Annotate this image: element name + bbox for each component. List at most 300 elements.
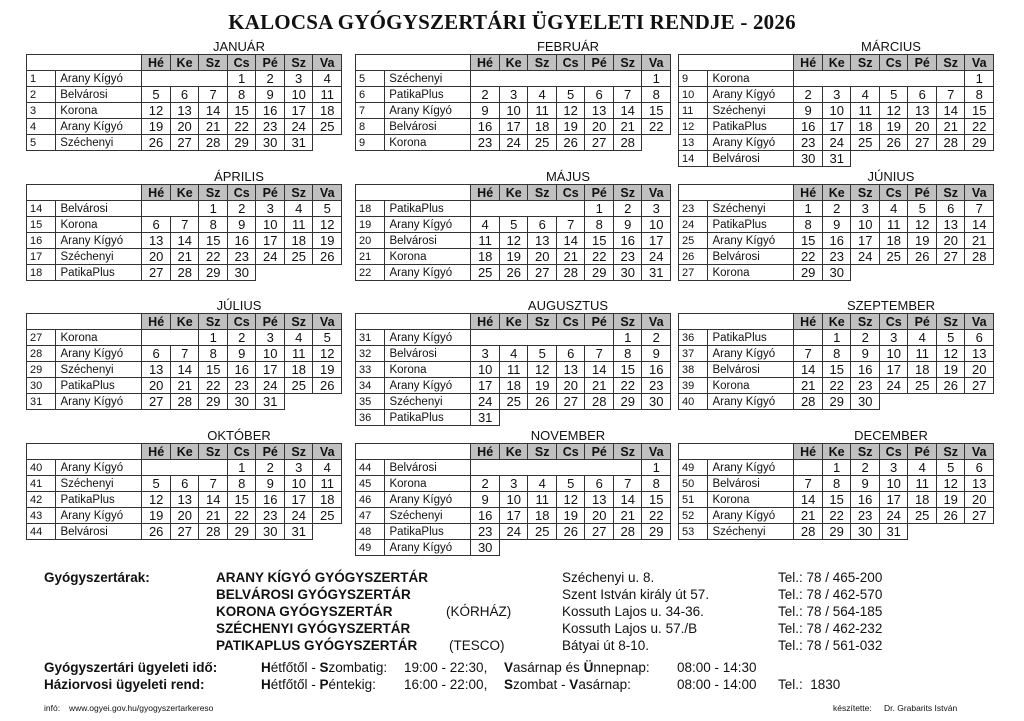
- day-cell: 7: [199, 87, 228, 103]
- week-number: 14: [27, 201, 56, 217]
- empty-day-cell: [499, 410, 528, 426]
- week-number: 23: [679, 201, 708, 217]
- day-cell: 4: [499, 346, 528, 362]
- day-cell: 2: [851, 330, 879, 346]
- day-cell: 19: [313, 362, 342, 378]
- day-cell: 13: [170, 103, 199, 119]
- empty-day-cell: [528, 330, 556, 346]
- info-url[interactable]: www.ogyei.gov.hu/gyogyszertarkereso: [69, 703, 214, 713]
- day-cell: 24: [256, 378, 285, 394]
- week-number: 40: [679, 394, 708, 410]
- day-cell: 20: [908, 119, 937, 135]
- day-cell: 18: [908, 362, 937, 378]
- weekday-header: Pé: [585, 55, 614, 71]
- day-cell: 25: [313, 119, 342, 135]
- table-row: [679, 233, 994, 249]
- weekday-header: Sz: [936, 314, 964, 330]
- day-cell: 31: [879, 524, 908, 540]
- day-cell: 27: [170, 524, 199, 540]
- day-cell: 23: [227, 249, 256, 265]
- weekday-header: Ke: [499, 314, 528, 330]
- week-number: 31: [27, 394, 56, 410]
- gp-duty-label: Háziorvosi ügyeleti rend:: [44, 677, 205, 692]
- pharmacy-on-duty: Belvárosi: [385, 346, 471, 362]
- table-row: [679, 346, 994, 362]
- month-calendar: [678, 40, 994, 167]
- weekday-header: Ke: [822, 185, 851, 201]
- day-cell: 9: [642, 346, 671, 362]
- pharmacy-on-duty: Arany Kígyó: [56, 460, 142, 476]
- weekday-header: Sz: [936, 185, 964, 201]
- day-cell: 15: [227, 492, 256, 508]
- day-cell: 16: [613, 233, 641, 249]
- day-cell: 31: [822, 151, 851, 167]
- weekday-header: Va: [965, 444, 994, 460]
- day-cell: 29: [199, 394, 227, 410]
- day-cell: 16: [822, 233, 851, 249]
- day-cell: 24: [256, 249, 285, 265]
- day-cell: 15: [613, 362, 641, 378]
- day-cell: 13: [585, 103, 614, 119]
- header-blank: [356, 185, 471, 201]
- gp-weekday-a: H: [261, 677, 271, 692]
- day-cell: 14: [556, 233, 585, 249]
- week-number: 43: [27, 508, 56, 524]
- day-cell: 19: [499, 249, 528, 265]
- week-number: 27: [679, 265, 708, 281]
- pharmacy-on-duty: Széchenyi: [708, 201, 794, 217]
- empty-day-cell: [965, 151, 994, 167]
- day-cell: 12: [528, 362, 556, 378]
- day-cell: 27: [142, 265, 171, 281]
- day-cell: 3: [284, 71, 313, 87]
- day-cell: 7: [170, 346, 199, 362]
- author-name: Dr. Grabarits István: [884, 703, 958, 713]
- weekday-header: Cs: [227, 444, 256, 460]
- pharmacy-on-duty: Korona: [385, 362, 471, 378]
- empty-day-cell: [879, 265, 908, 281]
- pharmacy-on-duty: Belvárosi: [385, 460, 471, 476]
- day-cell: 22: [794, 249, 823, 265]
- day-cell: 12: [142, 103, 171, 119]
- week-number: 33: [356, 362, 385, 378]
- week-number: 21: [356, 249, 385, 265]
- day-cell: 14: [794, 362, 823, 378]
- day-cell: 12: [313, 217, 342, 233]
- week-number: 9: [356, 135, 385, 151]
- pharmacy-on-duty: PatikaPlus: [56, 492, 142, 508]
- day-cell: 3: [879, 330, 908, 346]
- day-cell: 27: [908, 135, 937, 151]
- week-number: 8: [356, 119, 385, 135]
- pharmacy-on-duty: Arany Kígyó: [385, 330, 471, 346]
- day-cell: 23: [613, 249, 641, 265]
- empty-day-cell: [613, 540, 641, 556]
- pharmacy-on-duty: Belvárosi: [56, 524, 142, 540]
- week-number: 36: [356, 410, 385, 426]
- header-row: [679, 55, 994, 71]
- day-cell: 23: [256, 508, 285, 524]
- month-calendar: [678, 429, 994, 540]
- day-cell: 8: [613, 346, 641, 362]
- table-row: [356, 394, 671, 410]
- day-cell: 17: [499, 119, 528, 135]
- pharmacy-on-duty: Belvárosi: [708, 362, 794, 378]
- day-cell: 2: [227, 330, 256, 346]
- weekday-header: Cs: [227, 314, 256, 330]
- day-cell: 8: [794, 217, 823, 233]
- day-cell: 11: [313, 87, 342, 103]
- week-number: 2: [27, 87, 56, 103]
- empty-day-cell: [142, 71, 171, 87]
- weekday-header: Pé: [908, 444, 937, 460]
- day-cell: 11: [313, 476, 342, 492]
- day-cell: 24: [284, 508, 312, 524]
- day-cell: 17: [256, 233, 285, 249]
- day-cell: 3: [471, 346, 500, 362]
- weekday-header: Sz: [851, 314, 879, 330]
- day-cell: 22: [227, 508, 256, 524]
- table-row: [27, 217, 342, 233]
- day-cell: 11: [879, 217, 908, 233]
- empty-day-cell: [908, 394, 937, 410]
- day-cell: 17: [284, 492, 312, 508]
- day-cell: 1: [227, 460, 256, 476]
- week-number: 6: [356, 87, 385, 103]
- day-cell: 6: [585, 87, 614, 103]
- day-cell: 8: [642, 476, 671, 492]
- empty-day-cell: [313, 394, 342, 410]
- month-table: [26, 54, 342, 151]
- day-cell: 13: [142, 233, 171, 249]
- day-cell: 16: [256, 492, 285, 508]
- empty-day-cell: [851, 151, 879, 167]
- duty-holiday-b-rest: nnepnap:: [593, 660, 650, 675]
- empty-day-cell: [613, 71, 642, 87]
- header-row: [27, 55, 342, 71]
- day-cell: 21: [613, 119, 642, 135]
- table-row: [27, 378, 342, 394]
- day-cell: 4: [284, 330, 312, 346]
- day-cell: 18: [313, 492, 342, 508]
- day-cell: 17: [851, 233, 879, 249]
- day-cell: 28: [556, 265, 585, 281]
- table-row: [27, 233, 342, 249]
- empty-day-cell: [284, 394, 312, 410]
- empty-day-cell: [556, 540, 585, 556]
- table-row: [679, 492, 994, 508]
- month-name: NOVEMBER: [530, 428, 606, 443]
- weekday-header: Pé: [256, 314, 285, 330]
- week-number: 53: [679, 524, 708, 540]
- day-cell: 28: [965, 249, 994, 265]
- day-cell: 5: [528, 346, 556, 362]
- day-cell: 8: [585, 217, 614, 233]
- empty-day-cell: [556, 201, 585, 217]
- month-table: [678, 443, 994, 540]
- weekday-header: Cs: [879, 444, 908, 460]
- table-row: [27, 201, 342, 217]
- pharmacy-phone: Tel.: 78 / 462-232: [778, 621, 883, 636]
- day-cell: 29: [585, 265, 614, 281]
- table-row: [356, 233, 671, 249]
- weekday-header: Pé: [908, 55, 937, 71]
- header-row: [356, 185, 671, 201]
- week-number: 22: [356, 265, 385, 281]
- weekday-header: Sz: [613, 55, 642, 71]
- header-blank: [27, 444, 142, 460]
- day-cell: 31: [471, 410, 500, 426]
- weekday-header: Pé: [256, 185, 285, 201]
- pharmacy-note: (KÓRHÁZ): [446, 604, 512, 619]
- day-cell: 14: [936, 103, 964, 119]
- day-cell: 11: [284, 346, 312, 362]
- day-cell: 4: [313, 460, 342, 476]
- day-cell: 8: [199, 346, 227, 362]
- table-row: [27, 362, 342, 378]
- day-cell: 22: [613, 378, 641, 394]
- day-cell: 1: [199, 201, 227, 217]
- week-number: 52: [679, 508, 708, 524]
- day-cell: 23: [471, 524, 500, 540]
- day-cell: 23: [822, 249, 851, 265]
- month-table: [26, 184, 342, 281]
- gp-weekday-b-rest: éntekig:: [328, 677, 376, 692]
- day-cell: 25: [908, 508, 937, 524]
- day-cell: 27: [965, 508, 994, 524]
- duty-time-weekdays: [261, 660, 387, 675]
- weekday-header: Sz: [199, 444, 227, 460]
- day-cell: 7: [794, 476, 823, 492]
- empty-day-cell: [908, 71, 937, 87]
- day-cell: 22: [199, 249, 227, 265]
- weekday-header: Sz: [284, 185, 312, 201]
- day-cell: 13: [936, 217, 964, 233]
- week-number: 40: [27, 460, 56, 476]
- header-blank: [356, 314, 471, 330]
- day-cell: 12: [142, 492, 171, 508]
- empty-day-cell: [936, 394, 964, 410]
- pharmacy-on-duty: Belvárosi: [708, 476, 794, 492]
- day-cell: 22: [965, 119, 994, 135]
- pharmacy-on-duty: Arany Kígyó: [708, 460, 794, 476]
- empty-day-cell: [879, 71, 908, 87]
- day-cell: 27: [556, 394, 585, 410]
- day-cell: 4: [908, 460, 937, 476]
- duty-weekday-a-rest: étfőtől -: [270, 660, 320, 675]
- day-cell: 8: [227, 476, 256, 492]
- empty-day-cell: [851, 71, 879, 87]
- weekday-header: Va: [313, 444, 342, 460]
- day-cell: 2: [822, 201, 851, 217]
- day-cell: 13: [556, 362, 585, 378]
- empty-day-cell: [170, 201, 199, 217]
- empty-day-cell: [613, 460, 641, 476]
- month-name: DECEMBER: [854, 428, 928, 443]
- day-cell: 19: [556, 508, 585, 524]
- header-blank: [27, 55, 142, 71]
- weekday-header: Ke: [822, 55, 851, 71]
- day-cell: 6: [170, 476, 199, 492]
- day-cell: 17: [822, 119, 851, 135]
- pharmacy-on-duty: Arany Kígyó: [708, 394, 794, 410]
- day-cell: 18: [879, 233, 908, 249]
- day-cell: 28: [613, 524, 641, 540]
- day-cell: 3: [642, 201, 671, 217]
- day-cell: 19: [936, 362, 964, 378]
- day-cell: 26: [499, 265, 528, 281]
- day-cell: 11: [499, 362, 528, 378]
- day-cell: 28: [199, 524, 227, 540]
- day-cell: 30: [822, 265, 851, 281]
- weekday-header: Ke: [499, 55, 528, 71]
- table-row: [679, 330, 994, 346]
- day-cell: 7: [199, 476, 227, 492]
- day-cell: 18: [284, 362, 312, 378]
- day-cell: 6: [965, 460, 994, 476]
- weekday-header: Sz: [199, 185, 227, 201]
- table-row: [679, 119, 994, 135]
- day-cell: 20: [936, 233, 964, 249]
- day-cell: 3: [256, 330, 285, 346]
- month-calendar: [355, 429, 671, 556]
- empty-day-cell: [908, 524, 937, 540]
- day-cell: 5: [499, 217, 528, 233]
- day-cell: 14: [199, 492, 227, 508]
- pharmacy-note: (TESCO): [449, 638, 505, 653]
- duty-weekday-a: H: [261, 660, 271, 675]
- pharmacy-on-duty: PatikaPlus: [385, 410, 471, 426]
- day-cell: 16: [642, 362, 671, 378]
- day-cell: 1: [642, 71, 671, 87]
- day-cell: 11: [528, 492, 556, 508]
- pharmacy-name: ARANY KÍGYÓ GYÓGYSZERTÁR: [216, 570, 429, 585]
- day-cell: 6: [908, 87, 937, 103]
- pharmacy-on-duty: Arany Kígyó: [56, 508, 142, 524]
- week-number: 41: [27, 476, 56, 492]
- day-cell: 8: [227, 87, 256, 103]
- day-cell: 13: [528, 233, 556, 249]
- empty-day-cell: [313, 265, 342, 281]
- weekday-header: Sz: [528, 314, 556, 330]
- weekday-header: Cs: [556, 444, 585, 460]
- day-cell: 9: [227, 346, 256, 362]
- week-number: 45: [356, 476, 385, 492]
- day-cell: 5: [556, 476, 585, 492]
- day-cell: 12: [936, 346, 964, 362]
- day-cell: 26: [908, 249, 937, 265]
- day-cell: 20: [142, 249, 171, 265]
- empty-day-cell: [199, 460, 227, 476]
- day-cell: 1: [227, 71, 256, 87]
- day-cell: 6: [528, 217, 556, 233]
- pharmacy-on-duty: Arany Kígyó: [385, 103, 471, 119]
- gp-phone: Tel.: 1830: [778, 677, 841, 692]
- week-number: 25: [679, 233, 708, 249]
- pharmacy-address: Szent István király út 57.: [562, 587, 710, 602]
- day-cell: 8: [199, 217, 227, 233]
- table-row: [679, 103, 994, 119]
- pharmacy-address: Kossuth Lajos u. 57./B: [562, 621, 698, 636]
- week-number: 24: [679, 217, 708, 233]
- weekday-header: Va: [313, 55, 342, 71]
- day-cell: 2: [256, 71, 285, 87]
- weekday-header: Sz: [528, 185, 556, 201]
- table-row: [27, 346, 342, 362]
- weekday-header: Va: [642, 444, 671, 460]
- day-cell: 18: [528, 119, 557, 135]
- weekday-header: Ke: [170, 185, 199, 201]
- day-cell: 10: [822, 103, 851, 119]
- day-cell: 5: [879, 87, 908, 103]
- table-row: [679, 265, 994, 281]
- day-cell: 27: [170, 135, 199, 151]
- day-cell: 8: [642, 87, 671, 103]
- table-row: [27, 524, 342, 540]
- table-row: [356, 476, 671, 492]
- empty-day-cell: [965, 265, 994, 281]
- day-cell: 7: [613, 476, 641, 492]
- week-number: 5: [356, 71, 385, 87]
- pharmacy-on-duty: Korona: [56, 330, 142, 346]
- pharmacy-on-duty: Korona: [385, 135, 471, 151]
- day-cell: 21: [965, 233, 994, 249]
- empty-day-cell: [256, 265, 285, 281]
- month-table: [678, 54, 994, 167]
- weekday-header: Sz: [851, 185, 879, 201]
- empty-day-cell: [908, 265, 937, 281]
- day-cell: 18: [528, 508, 556, 524]
- day-cell: 20: [556, 378, 585, 394]
- weekday-header: Ke: [170, 55, 199, 71]
- header-blank: [356, 55, 471, 71]
- empty-day-cell: [851, 265, 879, 281]
- day-cell: 27: [142, 394, 171, 410]
- day-cell: 30: [851, 394, 879, 410]
- weekday-header: Ke: [499, 185, 528, 201]
- day-cell: 14: [613, 103, 642, 119]
- empty-day-cell: [794, 71, 823, 87]
- day-cell: 30: [851, 524, 879, 540]
- day-cell: 23: [794, 135, 823, 151]
- empty-day-cell: [556, 460, 585, 476]
- table-row: [356, 508, 671, 524]
- weekday-header: Pé: [256, 444, 285, 460]
- month-name: ÁPRILIS: [214, 169, 264, 184]
- month-calendar: [26, 170, 342, 281]
- day-cell: 25: [879, 249, 908, 265]
- day-cell: 24: [879, 378, 908, 394]
- table-row: [356, 265, 671, 281]
- week-number: 34: [356, 378, 385, 394]
- table-row: [356, 201, 671, 217]
- day-cell: 27: [528, 265, 556, 281]
- header-blank: [27, 185, 142, 201]
- day-cell: 26: [313, 378, 342, 394]
- day-cell: 29: [794, 265, 823, 281]
- empty-day-cell: [642, 540, 671, 556]
- day-cell: 2: [613, 201, 641, 217]
- week-number: 46: [356, 492, 385, 508]
- day-cell: 17: [642, 233, 671, 249]
- table-row: [27, 87, 342, 103]
- weekday-header: Va: [313, 314, 342, 330]
- header-row: [679, 185, 994, 201]
- day-cell: 3: [879, 460, 908, 476]
- table-row: [679, 394, 994, 410]
- day-cell: 22: [822, 508, 851, 524]
- day-cell: 29: [965, 135, 994, 151]
